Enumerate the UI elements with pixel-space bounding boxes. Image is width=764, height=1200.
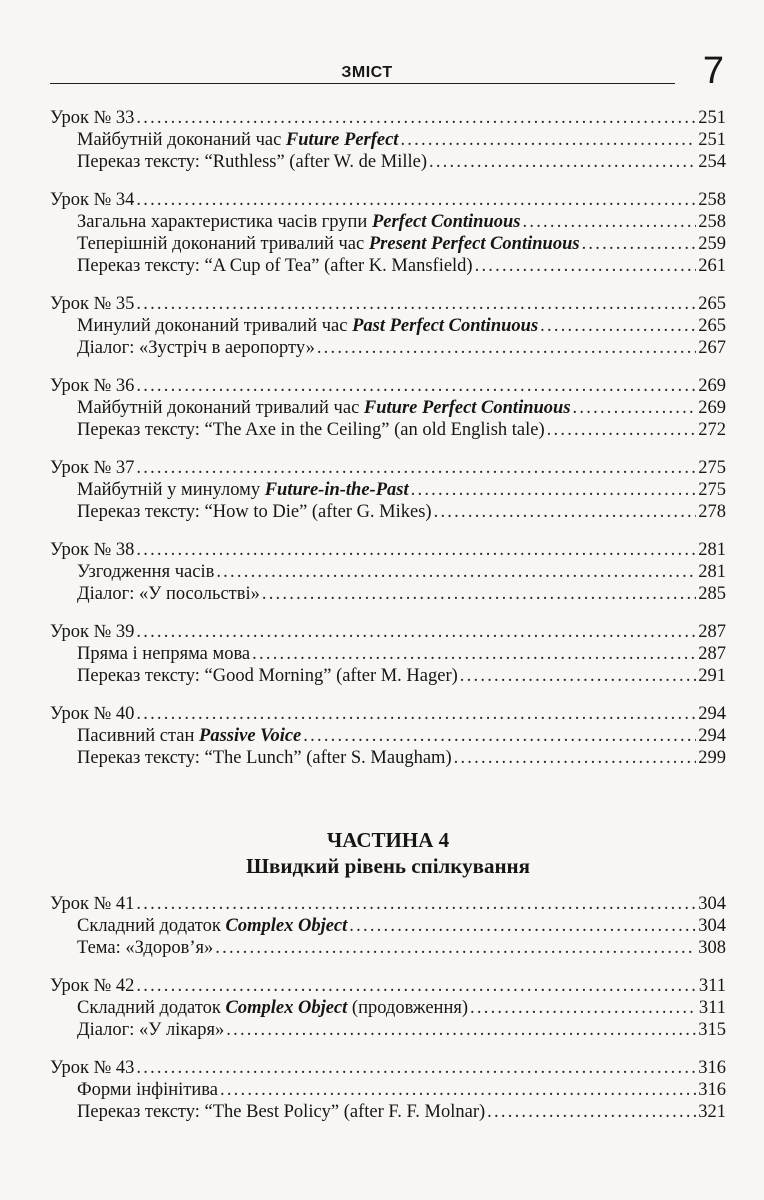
toc-entry-row xyxy=(50,501,726,523)
entry-page-number: 308 xyxy=(698,938,726,958)
entry-page-number: 315 xyxy=(698,1020,726,1040)
entry-text: Переказ тексту: “The Lunch” (after S. Maugham) xyxy=(77,748,452,768)
entry-page-number: 311 xyxy=(698,998,726,1018)
toc-lesson-row xyxy=(50,703,726,725)
lesson-title: Урок № 39 xyxy=(50,622,135,642)
table-of-contents xyxy=(50,107,726,1123)
entry-title xyxy=(77,643,250,665)
dot-leader xyxy=(454,747,697,769)
entry-suffix: (продовження) xyxy=(347,998,469,1018)
toc-lesson xyxy=(50,293,726,359)
dot-leader xyxy=(262,583,696,605)
dot-leader xyxy=(400,129,696,151)
part-title: ЧАСТИНА 4 xyxy=(326,828,450,852)
toc-entry-row xyxy=(50,419,726,441)
entry-text: Майбутній доконаний час xyxy=(77,130,286,150)
entry-page-number: 287 xyxy=(698,644,726,664)
dot-leader xyxy=(136,539,696,561)
dot-leader xyxy=(523,211,697,233)
entry-title xyxy=(77,397,571,419)
entry-page-number: 259 xyxy=(698,234,726,254)
lesson-title: Урок № 33 xyxy=(50,108,135,128)
toc-entry-row xyxy=(50,129,726,151)
dot-leader xyxy=(470,997,697,1019)
entry-page-number: 258 xyxy=(698,212,726,232)
header-rule xyxy=(50,83,675,84)
entry-page-number: 269 xyxy=(698,398,726,418)
entry-term: Passive Voice xyxy=(199,726,302,746)
lesson-title: Урок № 37 xyxy=(50,458,135,478)
entry-text: Діалог: «У посольстві» xyxy=(77,584,260,604)
entry-page-number: 299 xyxy=(698,748,726,768)
toc-lesson-row xyxy=(50,375,726,397)
toc-lesson xyxy=(50,189,726,277)
toc-lesson xyxy=(50,457,726,523)
dot-leader xyxy=(136,293,696,315)
entry-term: Future-in-the-Past xyxy=(264,480,409,500)
dot-leader xyxy=(475,255,697,277)
dot-leader xyxy=(547,419,697,441)
dot-leader xyxy=(136,703,696,725)
page-number: 7 xyxy=(702,50,724,92)
entry-page-number: 267 xyxy=(698,338,726,358)
lesson-title: Урок № 40 xyxy=(50,704,135,724)
dot-leader xyxy=(136,189,696,211)
lesson-title: Урок № 35 xyxy=(50,294,135,314)
toc-lesson xyxy=(50,703,726,769)
toc-entry-row xyxy=(50,151,726,173)
toc-entry-row xyxy=(50,1101,726,1123)
toc-lesson xyxy=(50,893,726,959)
entry-page-number: 265 xyxy=(698,316,726,336)
entry-title xyxy=(77,583,260,605)
entry-title xyxy=(77,915,347,937)
toc-entry-row xyxy=(50,937,726,959)
entry-text: Минулий доконаний тривалий час xyxy=(77,316,353,336)
entry-page-number: 321 xyxy=(698,1102,726,1122)
lesson-title: Урок № 34 xyxy=(50,190,135,210)
lesson-page-number: 269 xyxy=(698,376,726,396)
dot-leader xyxy=(226,1019,696,1041)
entry-title xyxy=(77,255,473,277)
entry-text: Переказ тексту: “How to Die” (after G. Mikes) xyxy=(77,502,432,522)
lesson-page-number: 304 xyxy=(698,894,726,914)
entry-title xyxy=(77,501,432,523)
toc-lesson-row xyxy=(50,975,726,997)
entry-text: Переказ тексту: “The Axe in the Ceiling” (an old English tale) xyxy=(77,420,545,440)
lesson-page-number: 287 xyxy=(698,622,726,642)
toc-entry-row xyxy=(50,725,726,747)
toc-lesson xyxy=(50,107,726,173)
dot-leader xyxy=(136,893,696,915)
toc-entry-row xyxy=(50,915,726,937)
dot-leader xyxy=(429,151,696,173)
dot-leader xyxy=(434,501,697,523)
entry-text: Пасивний стан xyxy=(77,726,200,746)
toc-entry-row xyxy=(50,997,726,1019)
entry-title xyxy=(77,665,458,687)
toc-lesson-row xyxy=(50,893,726,915)
toc-lesson-row xyxy=(50,539,726,561)
entry-title xyxy=(77,337,315,359)
toc-lesson xyxy=(50,621,726,687)
entry-page-number: 261 xyxy=(698,256,726,276)
entry-title xyxy=(77,937,213,959)
entry-text: Тема: «Здоров’я» xyxy=(77,938,214,958)
toc-lesson xyxy=(50,375,726,441)
lesson-title: Урок № 41 xyxy=(50,894,135,914)
dot-leader xyxy=(136,375,696,397)
entry-title xyxy=(77,479,409,501)
toc-entry-row xyxy=(50,211,726,233)
entry-title xyxy=(77,419,545,441)
entry-page-number: 294 xyxy=(698,726,726,746)
entry-title xyxy=(77,725,301,747)
toc-lesson-row xyxy=(50,457,726,479)
entry-page-number: 275 xyxy=(698,480,726,500)
toc-entry-row xyxy=(50,479,726,501)
entry-text: Загальна характеристика часів групи xyxy=(77,212,372,232)
dot-leader xyxy=(303,725,696,747)
entry-page-number: 316 xyxy=(698,1080,726,1100)
toc-lesson xyxy=(50,975,726,1041)
entry-text: Складний додаток xyxy=(77,998,226,1018)
page-header xyxy=(50,50,730,98)
part-heading xyxy=(50,827,726,879)
entry-title xyxy=(77,151,427,173)
toc-entry-row xyxy=(50,747,726,769)
entry-title xyxy=(77,129,398,151)
dot-leader xyxy=(317,337,696,359)
toc-section-part3 xyxy=(50,107,726,769)
dot-leader xyxy=(136,1057,696,1079)
dot-leader xyxy=(136,457,696,479)
entry-title xyxy=(77,747,452,769)
dot-leader xyxy=(411,479,697,501)
toc-lesson xyxy=(50,539,726,605)
lesson-page-number: 258 xyxy=(698,190,726,210)
toc-entry-row xyxy=(50,255,726,277)
entry-title xyxy=(77,315,538,337)
toc-lesson-row xyxy=(50,189,726,211)
entry-page-number: 291 xyxy=(698,666,726,686)
toc-entry-row xyxy=(50,315,726,337)
entry-title xyxy=(77,211,521,233)
entry-title xyxy=(77,1079,218,1101)
lesson-title: Урок № 42 xyxy=(50,976,135,996)
entry-text: Майбутній доконаний тривалий час xyxy=(77,398,364,418)
toc-lesson xyxy=(50,1057,726,1123)
entry-text: Переказ тексту: “The Best Policy” (after F. F. Molnar) xyxy=(77,1102,486,1122)
entry-term: Past Perfect Continuous xyxy=(352,316,539,336)
toc-entry-row xyxy=(50,1079,726,1101)
entry-text: Теперішній доконаний тривалий час xyxy=(77,234,369,254)
entry-page-number: 272 xyxy=(698,420,726,440)
entry-term: Complex Object xyxy=(225,916,348,936)
entry-text: Майбутній у минулому xyxy=(77,480,265,500)
toc-lesson-row xyxy=(50,621,726,643)
dot-leader xyxy=(540,315,696,337)
dot-leader xyxy=(487,1101,696,1123)
entry-text: Узгодження часів xyxy=(77,562,215,582)
toc-section-part4 xyxy=(50,893,726,1123)
toc-entry-row xyxy=(50,583,726,605)
toc-entry-row xyxy=(50,643,726,665)
entry-term: Future Perfect xyxy=(285,130,399,150)
running-head: ЗМІСТ xyxy=(341,64,393,81)
entry-text: Переказ тексту: “Ruthless” (after W. de Mille) xyxy=(77,152,427,172)
entry-text: Форми інфінітива xyxy=(77,1080,218,1100)
entry-text: Складний додаток xyxy=(77,916,226,936)
toc-entry-row xyxy=(50,561,726,583)
entry-page-number: 281 xyxy=(698,562,726,582)
lesson-title: Урок № 36 xyxy=(50,376,135,396)
dot-leader xyxy=(460,665,696,687)
entry-title xyxy=(77,1101,485,1123)
entry-text: Діалог: «Зустріч в аеропорту» xyxy=(77,338,315,358)
dot-leader xyxy=(252,643,696,665)
entry-page-number: 285 xyxy=(698,584,726,604)
entry-term: Future Perfect Continuous xyxy=(363,398,571,418)
lesson-page-number: 311 xyxy=(698,976,726,996)
toc-entry-row xyxy=(50,397,726,419)
lesson-title: Урок № 38 xyxy=(50,540,135,560)
lesson-title: Урок № 43 xyxy=(50,1058,135,1078)
dot-leader xyxy=(573,397,697,419)
entry-term: Perfect Continuous xyxy=(371,212,521,232)
lesson-page-number: 294 xyxy=(698,704,726,724)
entry-text: Пряма і непряма мова xyxy=(77,644,251,664)
entry-text: Діалог: «У лікаря» xyxy=(77,1020,225,1040)
entry-page-number: 278 xyxy=(698,502,726,522)
entry-text: Переказ тексту: “Good Morning” (after M. Hager) xyxy=(77,666,458,686)
dot-leader xyxy=(220,1079,696,1101)
entry-title xyxy=(77,561,214,583)
lesson-page-number: 275 xyxy=(698,458,726,478)
dot-leader xyxy=(136,107,696,129)
toc-entry-row xyxy=(50,337,726,359)
entry-term: Complex Object xyxy=(225,998,348,1018)
entry-page-number: 251 xyxy=(698,130,726,150)
dot-leader xyxy=(216,561,696,583)
toc-entry-row xyxy=(50,665,726,687)
entry-term: Present Perfect Continuous xyxy=(368,234,580,254)
dot-leader xyxy=(215,937,696,959)
lesson-page-number: 251 xyxy=(698,108,726,128)
entry-title xyxy=(77,233,580,255)
dot-leader xyxy=(136,975,697,997)
part-subtitle: Швидкий рівень спілкування xyxy=(245,854,531,878)
toc-lesson-row xyxy=(50,293,726,315)
dot-leader xyxy=(349,915,696,937)
entry-title xyxy=(77,997,468,1019)
toc-entry-row xyxy=(50,1019,726,1041)
lesson-page-number: 316 xyxy=(698,1058,726,1078)
entry-page-number: 254 xyxy=(698,152,726,172)
toc-entry-row xyxy=(50,233,726,255)
entry-text: Переказ тексту: “A Cup of Tea” (after K. Mansfield) xyxy=(77,256,473,276)
entry-title xyxy=(77,1019,224,1041)
entry-page-number: 304 xyxy=(698,916,726,936)
lesson-page-number: 265 xyxy=(698,294,726,314)
dot-leader xyxy=(136,621,696,643)
toc-lesson-row xyxy=(50,1057,726,1079)
dot-leader xyxy=(582,233,697,255)
toc-lesson-row xyxy=(50,107,726,129)
lesson-page-number: 281 xyxy=(698,540,726,560)
